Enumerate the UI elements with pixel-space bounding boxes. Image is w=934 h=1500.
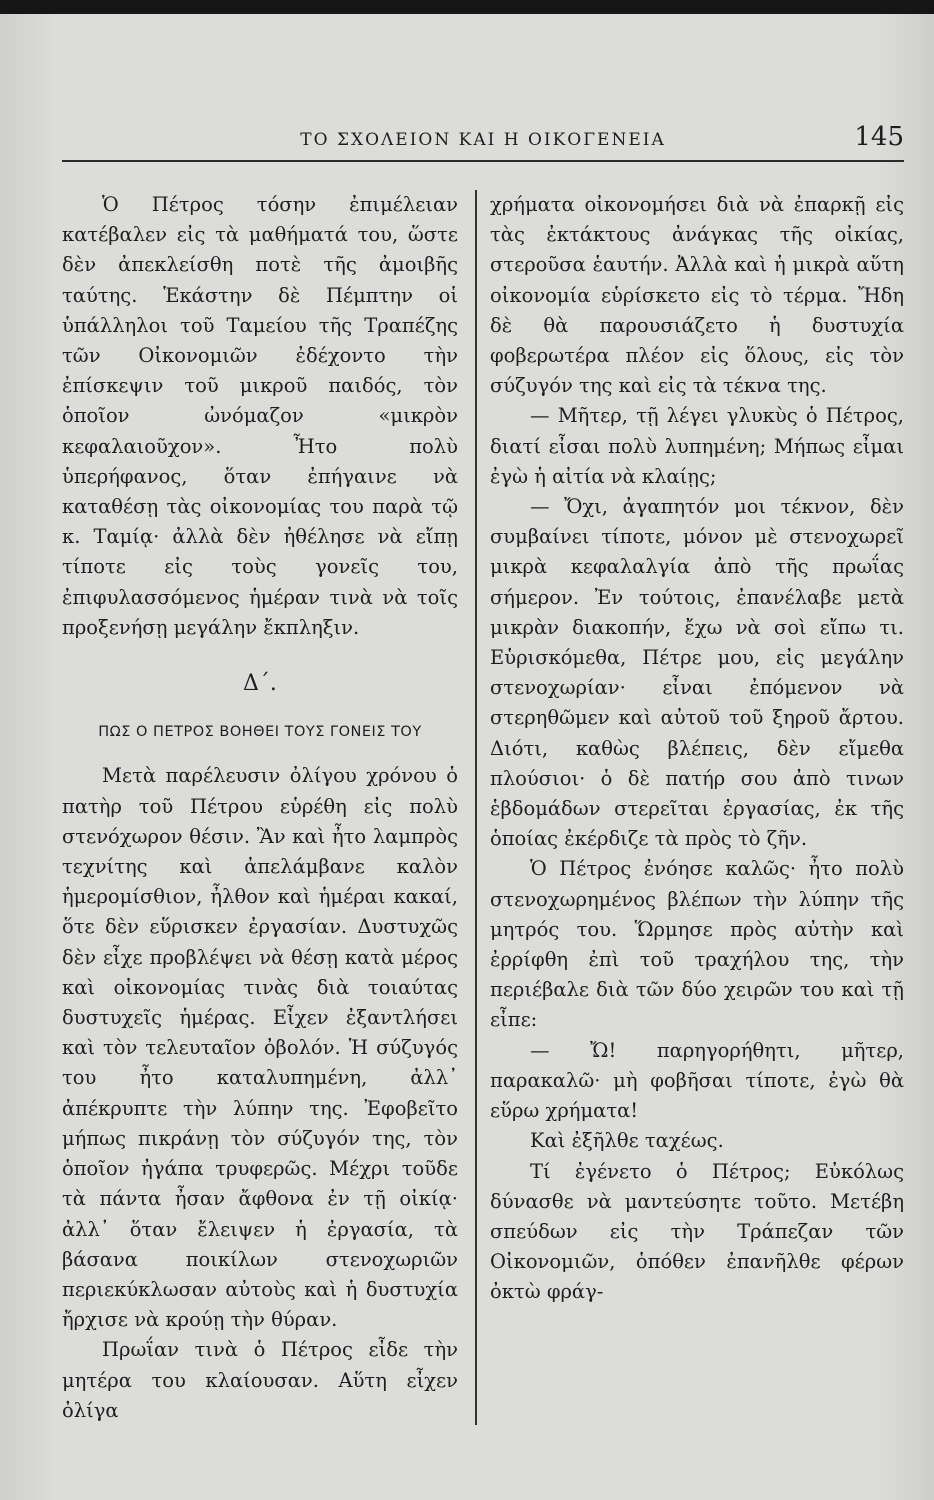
page-header	[62, 118, 904, 158]
paragraph: Ὁ Πέτρος τόσην ἐπιμέλειαν κατέβαλεν εἰς τὰ μαθήματά του, ὥστε δὲν ἀπεκλείσθη ποτὲ τῆς ἀμοιβῆς ταύτης. Ἑκάστην δὲ Πέμπτην οἱ ὑπάλληλοι τοῦ Ταμείου τῆς Τραπέζης τῶν Οἰκονομιῶν ἐδέχοντο τὴν ἐπίσκεψιν τοῦ μικροῦ παιδός, τὸν ὁποῖον ὠνόμαζον «μικρὸν κεφαλαιοῦχον». Ἦτο πολὺ ὑπερήφανος, ὅταν ἐπήγαινε νὰ καταθέσῃ τὰς οἰκονομίας του παρὰ τῷ κ. Ταμίᾳ· ἀλλὰ δὲν ἠθέλησε νὰ εἴπῃ τίποτε εἰς τοὺς γονεῖς του, ἐπιφυλασσόμενος ἡμέραν τινὰ νὰ τοῖς προξενήσῃ μεγάλην ἔκπληξιν.	[62, 193, 458, 639]
left-column	[62, 190, 458, 1426]
paragraph: Πρωΐαν τινὰ ὁ Πέτρος εἶδε τὴν μητέρα του κλαίουσαν. Αὕτη εἶχεν ὀλίγα	[62, 1338, 458, 1422]
right-column	[490, 190, 904, 1308]
running-title: ΤΟ ΣΧΟΛΕΙΟΝ ΚΑΙ Η ΟΙΚΟΓΕΝΕΙΑ	[300, 130, 666, 150]
scan-top-edge	[0, 0, 934, 14]
paragraph: — Μῆτερ, τῇ λέγει γλυκὺς ὁ Πέτρος, διατί εἶσαι πολὺ λυπημένη; Μήπως εἶμαι ἐγὼ ἡ αἰτία νὰ κλαίῃς;	[490, 404, 904, 488]
paragraph: Μετὰ παρέλευσιν ὀλίγου χρόνου ὁ πατὴρ τοῦ Πέτρου εὑρέθη εἰς πολὺ στενόχωρον θέσιν. Ἂν καὶ ἦτο λαμπρὸς τεχνίτης καὶ ἀπελάμβανε καλὸν ἡμερομίσθιον, ἦλθον καὶ ἡμέραι κακαί, ὅτε δὲν εὕρισκεν ἐργασίαν. Δυστυχῶς δὲν εἶχε προβλέψει νὰ θέσῃ κατὰ μέρος καὶ οἰκονομίας τινὰς διὰ τοιαύτας δυστυχεῖς ἡμέρας. Εἶχεν ἐξαντλήσει καὶ τὸν τελευταῖον ὀβολόν. Ἡ σύζυγός του ἦτο καταλυπημένη, ἀλλ᾽ ἀπέκρυπτε τὴν λύπην της. Ἐφοβεῖτο μήπως πικράνῃ τὸν σύζυγόν της, τὸν ὁποῖον ἠγάπα τρυφερῶς. Μέχρι τοῦδε τὰ πάντα ἦσαν ἄφθονα ἐν τῇ οἰκίᾳ· ἀλλ᾽ ὅταν ἔλειψεν ἡ ἐργασία, τὰ βάσανα ποικίλων στενοχωριῶν περιεκύκλωσαν αὐτοὺς καὶ ἡ δυστυχία ἤρχισε νὰ κρούῃ τὴν θύραν.	[62, 764, 458, 1332]
header-rule	[62, 160, 904, 162]
paragraph: Τί ἐγένετο ὁ Πέτρος; Εὐκόλως δύνασθε νὰ μαντεύσητε τοῦτο. Μετέβη σπεύδων εἰς τὴν Τράπεζαν τῶν Οἰκονομιῶν, ὁπόθεν ἐπανῆλθε φέρων ὀκτὼ φράγ-	[490, 1159, 904, 1304]
page-number: 145	[854, 122, 904, 152]
section-heading: ΠΩΣ Ο ΠΕΤΡΟΣ ΒΟΗΘΕΙ ΤΟΥΣ ΓΟΝΕΙΣ ΤΟΥ	[98, 724, 422, 741]
paragraph: Καὶ ἐξῆλθε ταχέως.	[530, 1129, 724, 1153]
paragraph: χρήματα οἰκονομήσει διὰ νὰ ἐπαρκῇ εἰς τὰς ἐκτάκτους ἀνάγκας τῆς οἰκίας, στεροῦσα ἑαυτήν. Ἀλλὰ καὶ ἡ μικρὰ αὕτη οἰκονομία εὑρίσκετο εἰς τὸ τέρμα. Ἤδη δὲ θὰ παρουσιάζετο ἡ δυστυχία φοβερωτέρα πλέον εἰς ὅλους, εἰς τὸν σύζυγόν της καὶ εἰς τὰ τέκνα της.	[490, 193, 904, 398]
paragraph: — Ὤ! παρηγορήθητι, μῆτερ, παρακαλῶ· μὴ φοβῆσαι τίποτε, ἐγὼ θὰ εὕρω χρήματα!	[490, 1038, 904, 1123]
paragraph: — Ὄχι, ἀγαπητόν μοι τέκνον, δὲν συμβαίνει τίποτε, μόνον μὲ στενοχωρεῖ μικρὰ κεφαλαλγία ἀπὸ τῆς πρωΐας σήμερον. Ἐν τούτοις, ἐπανέλαβε μετὰ μικρὰν διακοπήν, ἔχω νὰ σοὶ εἴπω τι. Εὑρισκόμεθα, Πέτρε μου, εἰς μεγάλην στενοχωρίαν· εἶναι ἐπόμενον νὰ στερηθῶμεν καὶ αὐτοῦ τοῦ ξηροῦ ἄρτου. Διότι, καθὼς βλέπεις, δὲν εἴμεθα πλούσιοι· ὁ δὲ πατήρ σου ἀπὸ τινων ἑβδομάδων στερεῖται ἐργασίας, ἐκ τῆς ὁποίας ἐκέρδιζε τὰ πρὸς τὸ ζῆν.	[490, 495, 904, 851]
column-divider	[475, 190, 477, 1425]
section-number: Δ΄.	[243, 671, 277, 697]
paragraph: Ὁ Πέτρος ἐνόησε καλῶς· ἦτο πολὺ στενοχωρημένος βλέπων τὴν λύπην τῆς μητρός του. Ὥρμησε πρὸς αὐτὴν καὶ ἐρρίφθη ἐπὶ τοῦ τραχήλου της, τὴν περιέβαλε διὰ τῶν δύο χειρῶν του καὶ τῇ εἶπε:	[490, 857, 904, 1032]
